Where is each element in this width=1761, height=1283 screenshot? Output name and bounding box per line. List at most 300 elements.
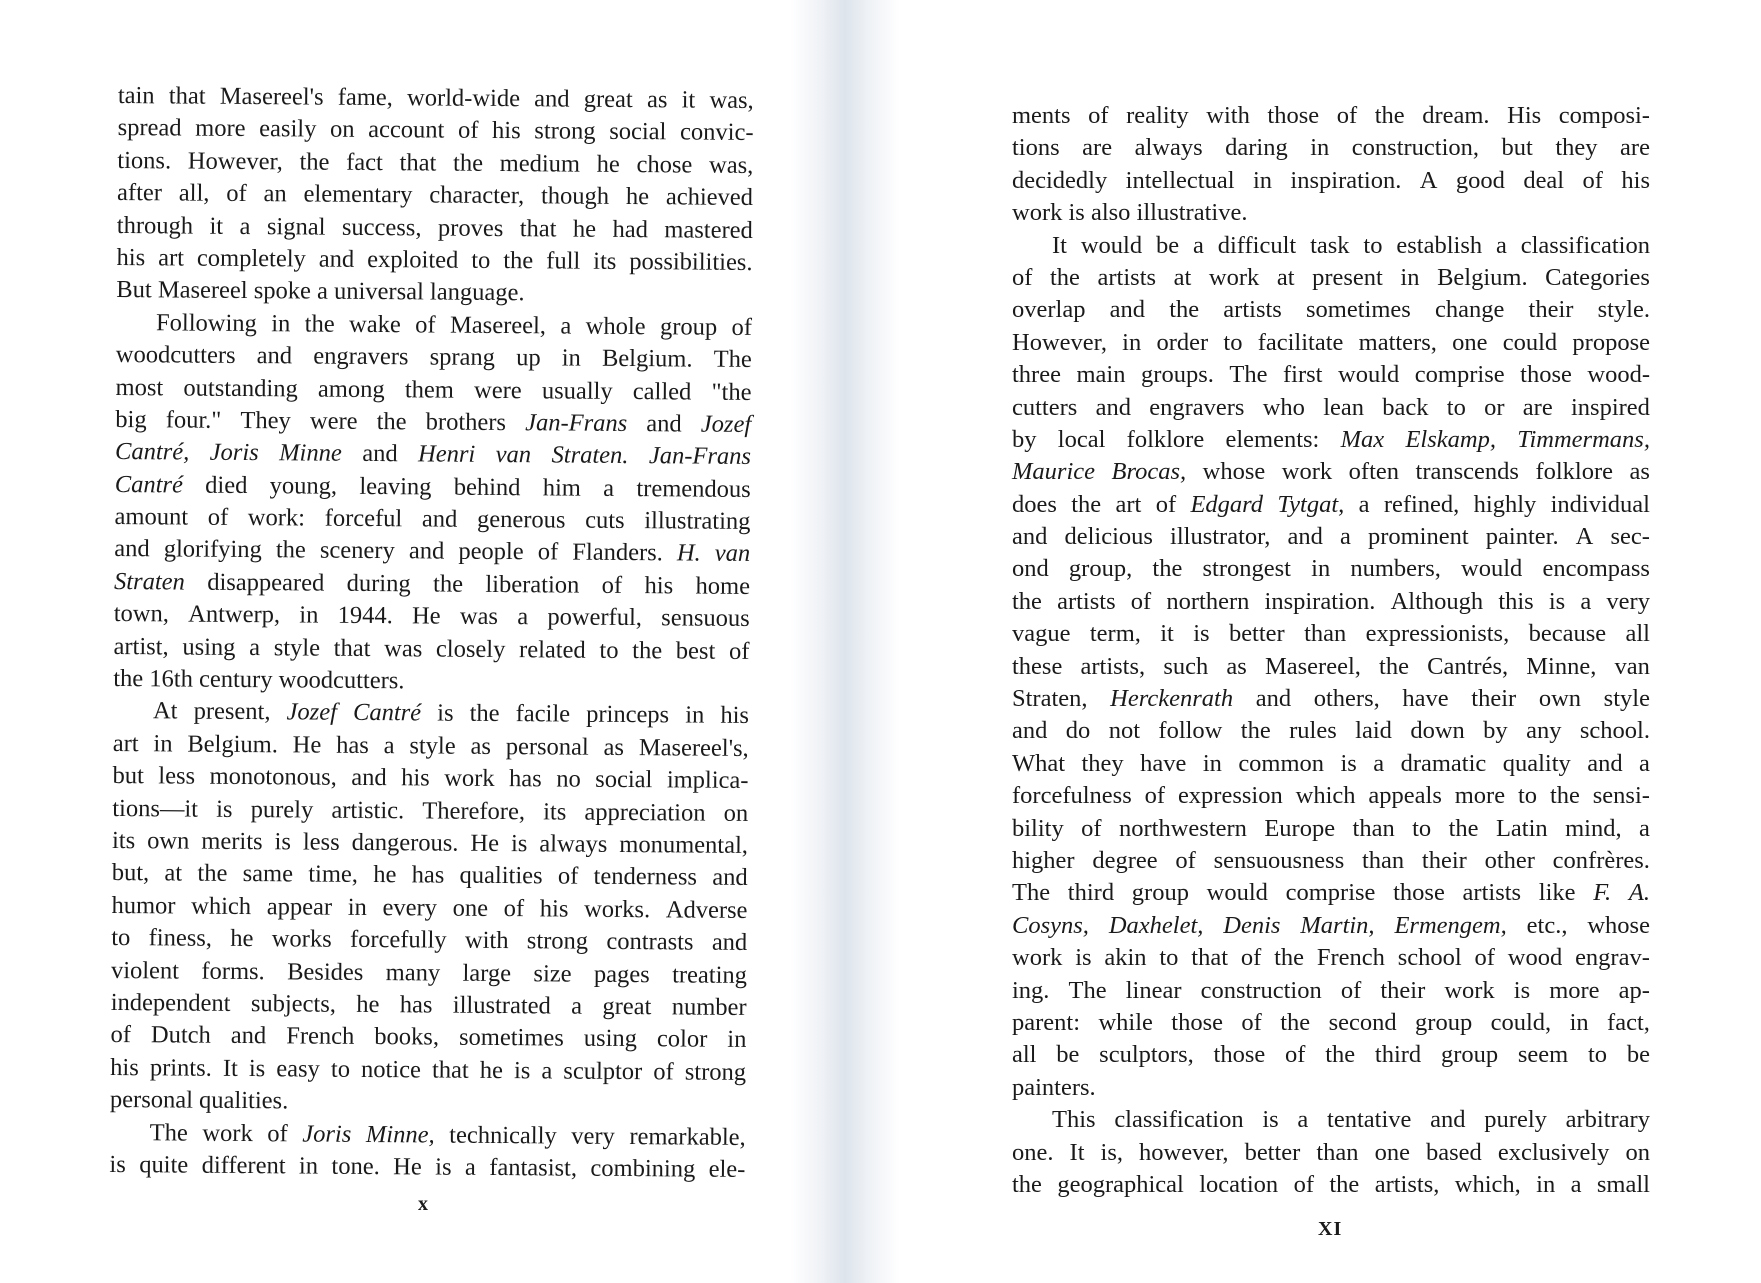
text-line xyxy=(1012,132,1650,164)
word: work xyxy=(1012,944,1063,972)
page-number-left: x xyxy=(418,1193,429,1215)
word: group xyxy=(1131,879,1189,907)
word: than xyxy=(1304,620,1347,648)
word: quite xyxy=(139,1151,189,1179)
word: them xyxy=(404,375,454,404)
word: of xyxy=(728,637,750,665)
word: signal xyxy=(266,212,326,241)
text-line xyxy=(113,631,749,668)
word: Jan-Frans xyxy=(648,442,752,471)
word: classification xyxy=(1520,231,1650,259)
word: is xyxy=(513,1056,531,1084)
word: qualities xyxy=(459,862,543,890)
word: group xyxy=(1415,1008,1473,1036)
word: reality xyxy=(1126,102,1189,129)
word: wood- xyxy=(1587,361,1650,389)
word: character, xyxy=(429,181,525,210)
word: those xyxy=(1520,361,1572,389)
word: was xyxy=(384,634,423,663)
word: town, xyxy=(113,600,170,628)
word: better xyxy=(1244,1138,1301,1166)
word: the xyxy=(469,700,500,728)
word: finess, xyxy=(148,924,213,952)
word: a xyxy=(571,992,583,1020)
text-line xyxy=(117,112,753,149)
word: are xyxy=(1522,393,1553,421)
word: in xyxy=(1122,328,1142,356)
word: a xyxy=(1373,749,1385,777)
word: sculptors, xyxy=(1099,1041,1194,1069)
word: Belgium. xyxy=(1437,263,1528,291)
word: great xyxy=(602,992,652,1021)
word: the xyxy=(1379,652,1409,680)
text-line xyxy=(115,469,751,506)
word: at xyxy=(1276,263,1295,291)
word: mind, xyxy=(1565,814,1622,842)
word: its xyxy=(111,826,136,855)
word: style xyxy=(1603,685,1650,713)
word: The xyxy=(149,1118,188,1147)
word: would xyxy=(1080,231,1143,259)
word: Masereel's xyxy=(219,82,324,111)
word: Denis xyxy=(1223,911,1281,939)
word: French xyxy=(286,1022,355,1051)
word: his xyxy=(539,895,569,923)
word: does xyxy=(1012,490,1057,518)
word: the xyxy=(197,860,228,888)
word: It xyxy=(1052,231,1067,259)
word: a xyxy=(239,212,251,240)
word: are xyxy=(1620,134,1650,162)
text-line xyxy=(112,825,748,862)
word: groups. xyxy=(1141,361,1214,389)
text-line xyxy=(112,793,748,830)
word: be xyxy=(1056,1041,1080,1069)
word: has xyxy=(411,861,445,889)
word: ments xyxy=(1012,102,1071,129)
word: The xyxy=(1012,879,1051,907)
word: and xyxy=(362,440,398,468)
word: Brocas, xyxy=(1111,458,1187,486)
word: and xyxy=(351,764,387,792)
word: van xyxy=(1614,652,1650,680)
word: to xyxy=(1159,944,1179,972)
word: easily xyxy=(259,115,317,143)
word: to xyxy=(1446,393,1466,421)
word: amount xyxy=(114,503,189,531)
word: Antwerp, xyxy=(188,600,281,629)
word: work xyxy=(444,764,495,793)
word: an xyxy=(263,180,287,208)
text-line xyxy=(109,1149,745,1186)
word: and xyxy=(1095,393,1131,421)
word: seem xyxy=(1517,1041,1569,1069)
word: young, xyxy=(269,471,338,500)
word: of xyxy=(537,538,559,566)
word: one xyxy=(452,894,489,922)
word: he xyxy=(479,1056,504,1084)
word: it xyxy=(1160,620,1174,648)
text-line xyxy=(118,80,754,117)
word: strongest xyxy=(1202,555,1291,583)
word: best xyxy=(675,637,716,665)
word: fame, xyxy=(337,83,393,112)
word: pages xyxy=(593,960,650,988)
text-line xyxy=(1012,618,1650,650)
word: Cantré, xyxy=(114,438,190,466)
word: would xyxy=(1338,361,1400,389)
word: and xyxy=(1587,749,1623,777)
word: engravers xyxy=(313,342,409,371)
word: expressionists, xyxy=(1365,620,1510,648)
word: he xyxy=(230,925,254,953)
word: size xyxy=(533,959,572,988)
word: those xyxy=(1393,879,1445,907)
word: and xyxy=(1287,523,1323,551)
word: and xyxy=(712,864,748,892)
word: is xyxy=(248,1054,266,1082)
word: him xyxy=(542,474,582,502)
word: a xyxy=(1495,231,1507,259)
left-page-text xyxy=(109,80,754,1186)
word: is xyxy=(109,1150,126,1178)
word: and xyxy=(1109,296,1146,324)
word: vague xyxy=(1012,620,1071,648)
text-line xyxy=(1012,456,1650,488)
body-text: work is also illustrative. xyxy=(1012,199,1248,227)
text-line xyxy=(1012,586,1650,618)
word: was, xyxy=(708,151,754,179)
text-line xyxy=(1012,294,1650,326)
word: their xyxy=(1528,296,1574,324)
word: mastered xyxy=(664,215,753,244)
word: The xyxy=(1068,976,1107,1004)
text-line xyxy=(1012,1072,1650,1104)
word: a xyxy=(1192,231,1204,259)
word: behind xyxy=(453,473,521,501)
word: laid xyxy=(1355,717,1392,745)
word: sensuous xyxy=(661,604,750,633)
word: subjects, xyxy=(250,990,337,1018)
word: They xyxy=(240,406,291,435)
word: Jan-Frans xyxy=(525,409,628,437)
word: third xyxy=(1374,1041,1422,1069)
word: have xyxy=(1402,685,1449,713)
word: on xyxy=(329,116,355,144)
word: the xyxy=(632,636,663,664)
word: lean xyxy=(1323,393,1364,421)
text-line xyxy=(114,501,750,538)
word: work xyxy=(1281,458,1333,486)
word: is xyxy=(510,830,528,858)
word: confrères. xyxy=(1552,846,1650,874)
word: northern xyxy=(1166,587,1250,615)
word: Joris xyxy=(302,1119,352,1148)
word: who xyxy=(1262,393,1305,421)
word: very xyxy=(571,1122,615,1150)
word: the xyxy=(432,570,464,598)
word: style xyxy=(273,633,321,662)
word: the xyxy=(1169,296,1200,324)
word: glorifying xyxy=(163,535,262,564)
word: his xyxy=(110,1053,139,1081)
word: facilitate xyxy=(1257,328,1344,356)
word: Minne xyxy=(279,439,342,468)
word: of xyxy=(1144,782,1166,810)
word: of xyxy=(1081,814,1102,842)
word: in xyxy=(1311,555,1331,583)
word: artists xyxy=(1223,296,1282,324)
book-gutter xyxy=(790,0,900,1283)
word: in xyxy=(1536,1170,1556,1198)
word: The xyxy=(1229,361,1268,389)
word: of xyxy=(415,311,436,339)
word: decidedly xyxy=(1012,166,1108,194)
word: quality xyxy=(1502,749,1571,777)
word: work xyxy=(1208,263,1260,291)
word: the xyxy=(304,310,335,338)
word: which xyxy=(191,892,252,920)
word: generous xyxy=(476,505,566,534)
word: tions xyxy=(1012,134,1060,162)
word: Masereel's, xyxy=(638,733,749,762)
word: on xyxy=(723,799,749,827)
word: one. xyxy=(1012,1138,1054,1166)
word: Masereel, xyxy=(1264,652,1361,680)
word: called xyxy=(632,377,692,406)
word: Straten. xyxy=(551,441,629,470)
word: of xyxy=(1175,846,1196,874)
text-line xyxy=(116,339,752,376)
word: present, xyxy=(193,698,271,726)
word: of xyxy=(1088,102,1109,129)
word: same xyxy=(242,860,294,888)
text-line xyxy=(1012,1169,1650,1201)
word: and xyxy=(646,410,682,438)
word: a xyxy=(1580,587,1592,615)
word: of xyxy=(731,313,753,341)
word: degree xyxy=(1092,846,1158,874)
word: of xyxy=(1012,263,1033,291)
word: but xyxy=(1501,134,1533,162)
word: whose xyxy=(1202,458,1266,486)
word: and xyxy=(256,342,293,370)
word: in xyxy=(1310,134,1330,162)
word: term, xyxy=(1089,620,1141,648)
word: it xyxy=(209,212,224,240)
word: has xyxy=(399,991,433,1019)
text-line xyxy=(115,404,751,441)
word: artists xyxy=(1057,587,1116,615)
word: van xyxy=(714,540,751,568)
text-line xyxy=(114,566,750,603)
word: of xyxy=(1130,587,1152,615)
word: back xyxy=(1382,393,1429,421)
word: his xyxy=(720,702,750,730)
text-line xyxy=(1012,683,1650,715)
word: local xyxy=(1057,425,1106,453)
word: illustrator, xyxy=(1170,523,1271,551)
word: Cantré xyxy=(114,470,183,499)
right-page-text xyxy=(1012,100,1650,1201)
word: illustrated xyxy=(452,991,551,1020)
word: that xyxy=(519,214,557,243)
word: the xyxy=(1329,1170,1360,1198)
word: transcends xyxy=(1415,458,1519,486)
word: always xyxy=(1134,134,1203,162)
text-line xyxy=(1012,975,1650,1007)
word: sec- xyxy=(1610,523,1650,551)
word: geographical xyxy=(1057,1170,1184,1198)
word: like xyxy=(1538,879,1576,907)
text-line xyxy=(111,955,747,992)
text-line xyxy=(111,922,747,959)
word: of xyxy=(601,571,623,599)
word: tions—it xyxy=(112,794,199,823)
word: group, xyxy=(1068,555,1133,583)
word: art xyxy=(1115,490,1142,518)
word: style. xyxy=(1597,296,1650,324)
word: notice xyxy=(360,1055,422,1084)
word: at xyxy=(1173,263,1192,291)
word: would xyxy=(1206,879,1268,907)
word: appeals xyxy=(1368,782,1442,810)
word: he xyxy=(572,215,597,243)
text-line xyxy=(116,274,752,311)
word: present xyxy=(1312,263,1383,291)
word: more xyxy=(1454,782,1506,810)
text-line xyxy=(1012,715,1650,747)
word: and xyxy=(421,505,458,533)
word: with xyxy=(464,926,509,955)
word: this xyxy=(1498,587,1534,615)
word: using xyxy=(583,1025,638,1053)
word: big xyxy=(115,405,147,434)
word: after xyxy=(117,179,163,207)
word: those xyxy=(1213,1041,1266,1069)
text-line xyxy=(116,242,752,279)
word: illustrating xyxy=(644,507,751,536)
word: people xyxy=(458,538,524,566)
word: up xyxy=(516,344,541,372)
word: works. xyxy=(584,895,651,923)
word: cuts xyxy=(585,506,625,535)
word: is xyxy=(1075,944,1092,972)
word: the xyxy=(1325,1041,1356,1069)
word: The xyxy=(713,345,752,374)
word: order xyxy=(1156,328,1209,356)
word: died xyxy=(205,471,248,499)
word: in xyxy=(685,701,705,730)
word: of xyxy=(457,117,479,145)
word: a xyxy=(383,731,395,760)
word: more xyxy=(195,114,246,143)
word: expression xyxy=(1177,782,1283,810)
word: Tytgat, xyxy=(1277,490,1345,518)
word: implica- xyxy=(666,766,749,795)
word: the xyxy=(376,407,407,436)
word: convic- xyxy=(679,118,754,147)
word: This xyxy=(1052,1106,1096,1134)
word: scenery xyxy=(319,537,395,565)
text-line xyxy=(1012,230,1650,262)
word: Belgium. xyxy=(187,730,279,759)
text-line xyxy=(1012,489,1650,521)
word: northwestern xyxy=(1119,814,1247,842)
word: three xyxy=(1012,361,1061,389)
word: easy xyxy=(276,1054,320,1083)
word: contrasts xyxy=(606,928,694,956)
word: good xyxy=(1455,166,1505,194)
word: a xyxy=(1639,749,1650,777)
body-text: personal qualities. xyxy=(109,1086,289,1115)
word: facile xyxy=(515,700,571,728)
word: of xyxy=(1155,490,1177,518)
word: usually xyxy=(541,376,613,405)
word: with xyxy=(1206,102,1250,129)
word: social xyxy=(595,765,653,794)
word: by xyxy=(1483,717,1508,745)
word: art xyxy=(112,729,139,757)
word: the xyxy=(452,149,484,177)
word: at xyxy=(164,859,183,887)
word: most xyxy=(115,373,164,401)
word: has xyxy=(336,731,369,759)
word: those xyxy=(1171,1008,1223,1036)
word: world-wide xyxy=(406,84,521,113)
word: highly xyxy=(1473,490,1537,518)
word: Dutch xyxy=(150,1021,211,1050)
word: in xyxy=(347,893,367,921)
text-line xyxy=(1012,392,1650,424)
word: medium xyxy=(499,149,581,178)
word: classification xyxy=(1114,1106,1244,1134)
word: on xyxy=(1625,1138,1650,1166)
word: but, xyxy=(111,859,150,887)
word: and xyxy=(1012,717,1048,745)
word: always xyxy=(539,830,608,858)
word: painter. xyxy=(1485,523,1559,551)
word: that xyxy=(333,634,371,662)
word: in xyxy=(298,1152,319,1180)
word: merits xyxy=(201,827,263,856)
word: he xyxy=(596,150,620,178)
word: any xyxy=(1526,717,1562,745)
word: could, xyxy=(1490,1008,1552,1036)
word: his xyxy=(401,764,430,792)
word: the xyxy=(1280,1008,1311,1036)
word: French xyxy=(1316,944,1385,972)
word: through xyxy=(116,211,194,240)
word: akin xyxy=(1104,944,1147,972)
word: linear xyxy=(1125,976,1182,1004)
word: proves xyxy=(437,214,504,242)
word: in xyxy=(1400,263,1420,291)
word: etc., xyxy=(1526,911,1568,939)
word: its xyxy=(593,247,617,275)
word: He xyxy=(292,731,322,759)
word: of xyxy=(1285,1041,1306,1069)
word: princeps xyxy=(586,701,670,729)
text-line xyxy=(1012,424,1650,456)
word: the xyxy=(1012,1170,1042,1198)
text-line xyxy=(1012,780,1650,812)
word: elementary xyxy=(303,180,413,209)
word: a xyxy=(249,633,261,661)
text-line xyxy=(110,1116,746,1153)
word: It xyxy=(222,1054,238,1082)
word: exclusively xyxy=(1497,1138,1610,1166)
